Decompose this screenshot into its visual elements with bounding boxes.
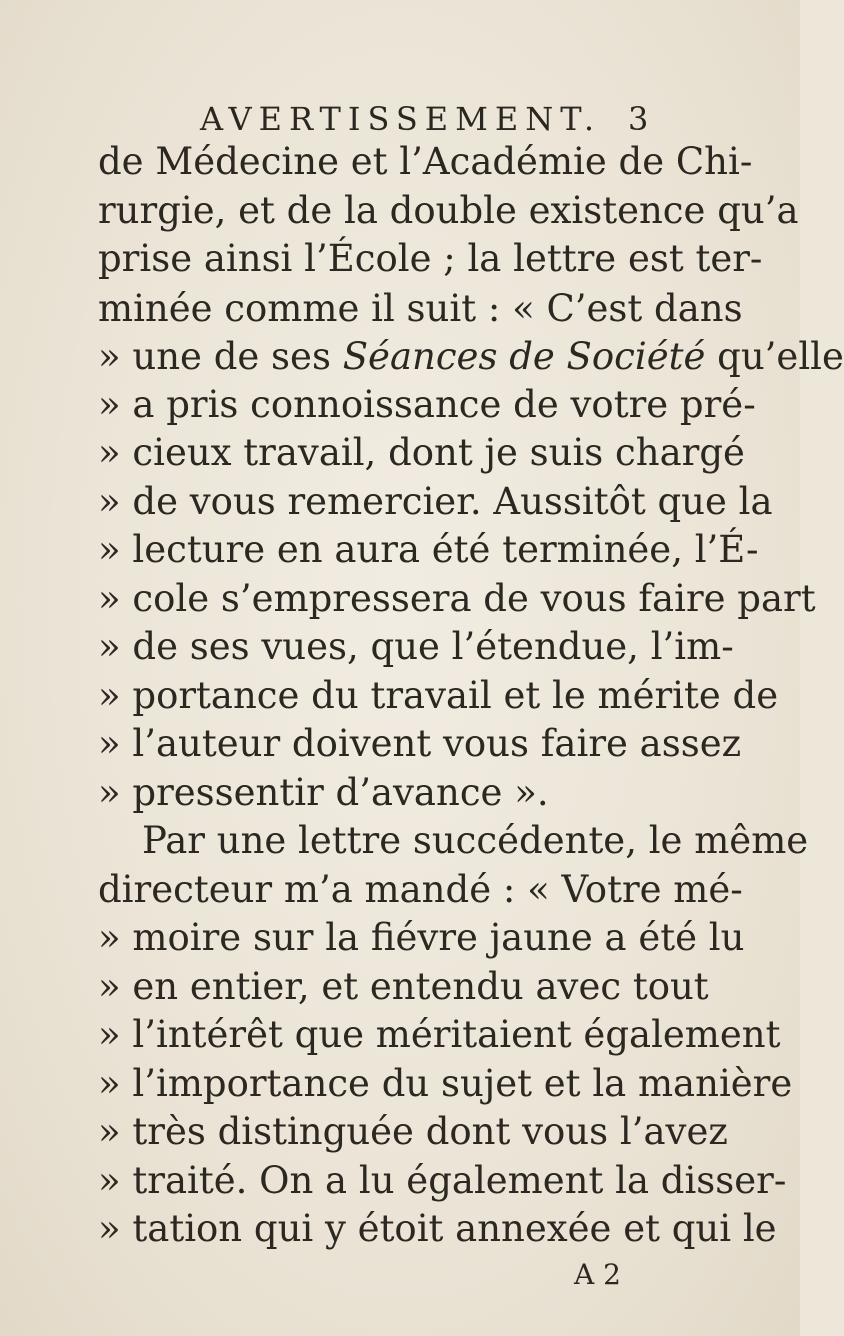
text-line: » tation qui y étoit annexée et qui le bbox=[98, 1207, 777, 1250]
paragraph-start-line: Par une lettre succédente, le même bbox=[142, 819, 809, 862]
text-line: » lecture en aura été terminée, l’É- bbox=[98, 528, 759, 571]
text-line: de Médecine et l’Académie de Chi- bbox=[98, 140, 753, 183]
text-line: » de vous remercier. Aussitôt que la bbox=[98, 480, 773, 523]
text-line: » cieux travail, dont je suis chargé bbox=[98, 431, 745, 474]
text-line: » a pris connoissance de votre pré- bbox=[98, 383, 756, 426]
text-line: » l’auteur doivent vous faire assez bbox=[98, 722, 742, 765]
text-line: rurgie, et de la double existence qu’a bbox=[98, 189, 799, 232]
text-line: minée comme il suit : « C’est dans bbox=[98, 287, 743, 330]
text-line: » une de ses Séances de Société qu’elle bbox=[98, 335, 844, 378]
text-line: » traité. On a lu également la disser- bbox=[98, 1159, 787, 1202]
text-line: » portance du travail et le mérite de bbox=[98, 674, 779, 717]
running-header: AVERTISSEMENT. bbox=[200, 100, 602, 138]
text-line: » de ses vues, que l’étendue, l’im- bbox=[98, 625, 734, 668]
signature-mark: A 2 bbox=[574, 1258, 621, 1291]
page-number: 3 bbox=[628, 100, 649, 138]
text-line: » pressentir d’avance ». bbox=[98, 771, 549, 814]
text-line: » l’intérêt que méritaient également bbox=[98, 1013, 781, 1056]
text-line: » cole s’empressera de vous faire part bbox=[98, 577, 816, 620]
text-line: » l’importance du sujet et la manière bbox=[98, 1062, 793, 1105]
text-line: » moire sur la fiévre jaune a été lu bbox=[98, 916, 745, 959]
text-line: prise ainsi l’École ; la lettre est ter- bbox=[98, 237, 763, 280]
text-line: directeur m’a mandé : « Votre mé- bbox=[98, 868, 743, 911]
text-line: » très distinguée dont vous l’avez bbox=[98, 1110, 728, 1153]
text-line: » en entier, et entendu avec tout bbox=[98, 965, 709, 1008]
